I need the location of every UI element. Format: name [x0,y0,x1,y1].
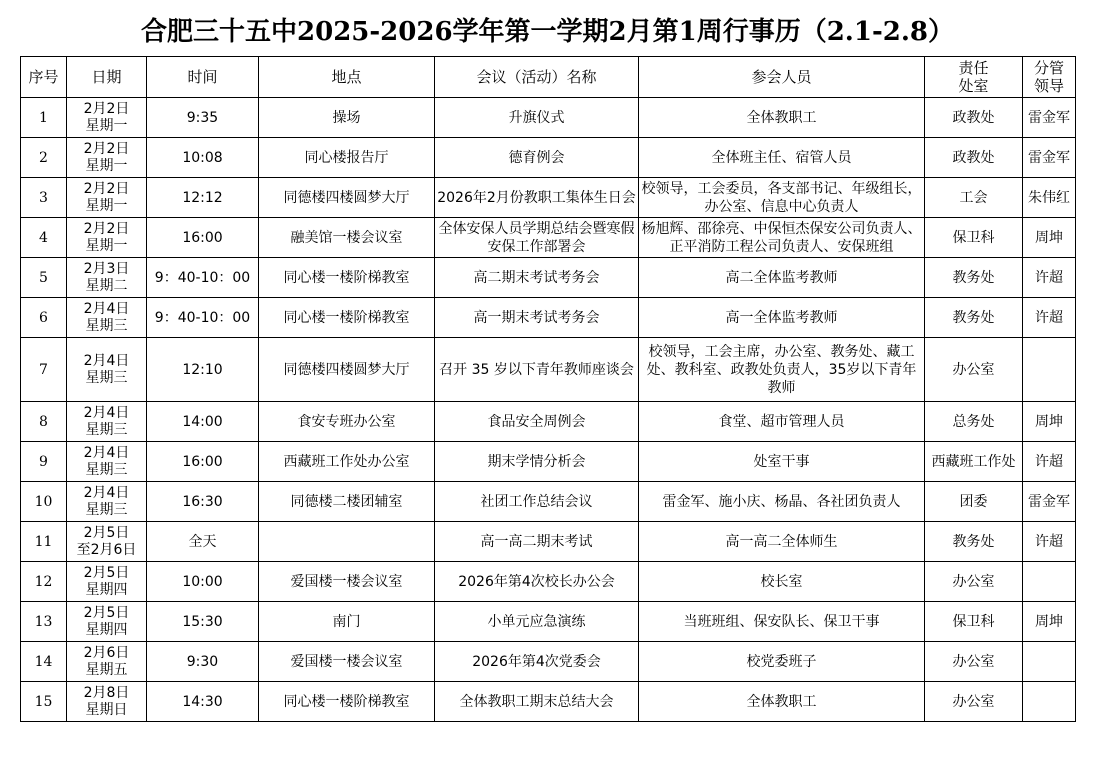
cell-date-line2: 星期三 [85,501,128,518]
page-title: 合肥三十五中2025-2026学年第一学期2月第1周行事历（2.1-2.8） [141,17,954,47]
cell-seq: 12 [21,562,67,602]
cell-participants: 全体班主任、宿管人员 [639,138,925,178]
cell-leader [1023,642,1076,682]
cell-participants: 处室干事 [639,442,925,482]
cell-event: 食品安全周例会 [435,402,639,442]
schedule-table [20,56,1076,722]
cell-date-line2: 星期三 [85,461,128,478]
cell-date-line1: 2月4日 [83,300,130,317]
cell-dept: 团委 [925,482,1023,522]
cell-leader: 许超 [1023,522,1076,562]
cell-date-line2: 星期一 [85,117,128,134]
cell-seq: 11 [21,522,67,562]
cell-date [67,298,147,338]
cell-time: 9:35 [147,98,259,138]
header-dept-line1: 责任 [958,59,989,77]
cell-participants: 高一高二全体师生 [639,522,925,562]
table-row [21,98,1076,138]
cell-time: 14:30 [147,682,259,722]
cell-leader: 许超 [1023,298,1076,338]
cell-participants: 食堂、超市管理人员 [639,402,925,442]
cell-location: 同德楼四楼圆梦大厅 [259,338,435,402]
table-row [21,338,1076,402]
cell-seq: 5 [21,258,67,298]
cell-event: 2026年第4次校长办公会 [435,562,639,602]
cell-date [67,178,147,218]
cell-dept: 教务处 [925,522,1023,562]
cell-seq: 13 [21,602,67,642]
cell-dept: 办公室 [925,338,1023,402]
cell-date-line2: 星期三 [85,317,128,334]
cell-date-line2: 星期二 [85,277,128,294]
cell-date-line1: 2月6日 [83,644,130,661]
table-row [21,602,1076,642]
cell-date-line2: 星期三 [85,421,128,438]
cell-leader: 周坤 [1023,218,1076,258]
cell-location: 南门 [259,602,435,642]
cell-date-line1: 2月3日 [83,260,130,277]
cell-seq: 7 [21,338,67,402]
table-row [21,442,1076,482]
cell-location: 同心楼一楼阶梯教室 [259,682,435,722]
cell-event: 2026年第4次党委会 [435,642,639,682]
cell-event: 德育例会 [435,138,639,178]
cell-location: 爱国楼一楼会议室 [259,642,435,682]
cell-date-line1: 2月5日 [83,524,130,541]
cell-time: 9：40-10：00 [147,258,259,298]
cell-participants: 校领导，工会主席，办公室、教务处、藏工处、教科室、政教处负责人，35岁以下青年教师 [639,338,925,402]
cell-date-line1: 2月2日 [83,220,130,237]
header-leader-line1: 分管 [1033,59,1064,77]
cell-time: 10:00 [147,562,259,602]
header-dept [925,57,1023,98]
table-row [21,402,1076,442]
cell-leader [1023,682,1076,722]
cell-date-line1: 2月4日 [83,484,130,501]
cell-event: 社团工作总结会议 [435,482,639,522]
cell-date-line2: 星期三 [85,369,128,386]
cell-seq: 15 [21,682,67,722]
cell-seq: 9 [21,442,67,482]
cell-event: 高一期末考试考务会 [435,298,639,338]
table-row [21,258,1076,298]
table-row [21,682,1076,722]
cell-event: 小单元应急演练 [435,602,639,642]
cell-event: 升旗仪式 [435,98,639,138]
cell-event: 高二期末考试考务会 [435,258,639,298]
header-time: 时间 [147,57,259,98]
cell-leader: 周坤 [1023,402,1076,442]
header-event: 会议（活动）名称 [435,57,639,98]
cell-seq: 3 [21,178,67,218]
cell-location: 同德楼四楼圆梦大厅 [259,178,435,218]
cell-date [67,442,147,482]
cell-date [67,602,147,642]
cell-leader: 许超 [1023,258,1076,298]
cell-event: 召开 35 岁以下青年教师座谈会 [435,338,639,402]
cell-date-line1: 2月8日 [83,684,130,701]
cell-date-line2: 星期一 [85,237,128,254]
cell-date-line1: 2月4日 [83,352,130,369]
cell-event: 高一高二期末考试 [435,522,639,562]
cell-participants: 当班班组、保安队长、保卫干事 [639,602,925,642]
header-seq: 序号 [21,57,67,98]
cell-date [67,258,147,298]
cell-date-line1: 2月5日 [83,604,130,621]
cell-leader: 雷金军 [1023,482,1076,522]
cell-date-line1: 2月4日 [83,404,130,421]
cell-time: 9：40-10：00 [147,298,259,338]
cell-seq: 6 [21,298,67,338]
cell-dept: 教务处 [925,298,1023,338]
cell-dept: 办公室 [925,562,1023,602]
cell-seq: 8 [21,402,67,442]
header-date: 日期 [67,57,147,98]
cell-date-line2: 星期四 [85,581,128,598]
cell-location: 操场 [259,98,435,138]
cell-dept: 保卫科 [925,218,1023,258]
cell-date [67,682,147,722]
cell-seq: 10 [21,482,67,522]
header-leader [1023,57,1076,98]
cell-location: 同心楼报告厅 [259,138,435,178]
header-location: 地点 [259,57,435,98]
cell-location: 西藏班工作处办公室 [259,442,435,482]
cell-leader: 许超 [1023,442,1076,482]
cell-location: 同德楼二楼团辅室 [259,482,435,522]
table-row [21,562,1076,602]
cell-location [259,522,435,562]
cell-date [67,98,147,138]
cell-participants: 校党委班子 [639,642,925,682]
cell-date-line1: 2月2日 [83,100,130,117]
cell-dept: 办公室 [925,682,1023,722]
cell-dept: 总务处 [925,402,1023,442]
cell-participants: 高二全体监考教师 [639,258,925,298]
cell-date [67,338,147,402]
table-row [21,218,1076,258]
cell-leader: 雷金军 [1023,138,1076,178]
cell-dept: 教务处 [925,258,1023,298]
cell-location: 同心楼一楼阶梯教室 [259,298,435,338]
cell-dept: 办公室 [925,642,1023,682]
cell-time: 14:00 [147,402,259,442]
cell-location: 食安专班办公室 [259,402,435,442]
cell-time: 16:00 [147,442,259,482]
cell-participants: 杨旭辉、邵徐亮、中保恒杰保安公司负责人、正平消防工程公司负责人、安保班组 [639,218,925,258]
cell-participants: 雷金军、施小庆、杨晶、各社团负责人 [639,482,925,522]
cell-date-line2: 星期日 [85,701,128,718]
table-row [21,482,1076,522]
cell-event: 期末学情分析会 [435,442,639,482]
cell-event: 全体安保人员学期总结会暨寒假安保工作部署会 [435,218,639,258]
cell-time: 16:00 [147,218,259,258]
cell-leader [1023,338,1076,402]
cell-dept: 保卫科 [925,602,1023,642]
cell-leader: 周坤 [1023,602,1076,642]
header-participants: 参会人员 [639,57,925,98]
cell-date [67,218,147,258]
cell-time: 9:30 [147,642,259,682]
table-row [21,138,1076,178]
table-row [21,642,1076,682]
cell-participants: 全体教职工 [639,682,925,722]
cell-dept: 西藏班工作处 [925,442,1023,482]
cell-leader: 朱伟红 [1023,178,1076,218]
table-row [21,522,1076,562]
cell-time: 16:30 [147,482,259,522]
cell-participants: 校长室 [639,562,925,602]
cell-date-line2: 星期一 [85,197,128,214]
cell-seq: 4 [21,218,67,258]
cell-date [67,402,147,442]
cell-date-line2: 至2月6日 [76,541,137,558]
cell-seq: 2 [21,138,67,178]
cell-location: 爱国楼一楼会议室 [259,562,435,602]
cell-date [67,642,147,682]
cell-dept: 工会 [925,178,1023,218]
cell-seq: 14 [21,642,67,682]
cell-seq: 1 [21,98,67,138]
cell-time: 12:10 [147,338,259,402]
cell-date-line1: 2月5日 [83,564,130,581]
cell-dept: 政教处 [925,98,1023,138]
cell-date-line1: 2月4日 [83,444,130,461]
cell-event: 2026年2月份教职工集体生日会 [435,178,639,218]
cell-date-line1: 2月2日 [83,140,130,157]
cell-location: 同心楼一楼阶梯教室 [259,258,435,298]
cell-date [67,138,147,178]
cell-date [67,522,147,562]
cell-date [67,482,147,522]
table-header-row [21,57,1076,98]
header-leader-line2: 领导 [1033,77,1064,95]
cell-leader [1023,562,1076,602]
cell-time: 15:30 [147,602,259,642]
table-row [21,178,1076,218]
cell-date-line1: 2月2日 [83,180,130,197]
cell-participants: 全体教职工 [639,98,925,138]
cell-date [67,562,147,602]
header-dept-line2: 处室 [958,77,989,95]
cell-date-line2: 星期一 [85,157,128,174]
table-row [21,298,1076,338]
cell-time: 10:08 [147,138,259,178]
cell-participants: 高一全体监考教师 [639,298,925,338]
cell-date-line2: 星期五 [85,661,128,678]
cell-dept: 政教处 [925,138,1023,178]
cell-date-line2: 星期四 [85,621,128,638]
cell-location: 融美馆一楼会议室 [259,218,435,258]
cell-event: 全体教职工期末总结大会 [435,682,639,722]
cell-time: 12:12 [147,178,259,218]
cell-participants: 校领导，工会委员，各支部书记、年级组长，办公室、信息中心负责人 [639,178,925,218]
cell-leader: 雷金军 [1023,98,1076,138]
cell-time: 全天 [147,522,259,562]
